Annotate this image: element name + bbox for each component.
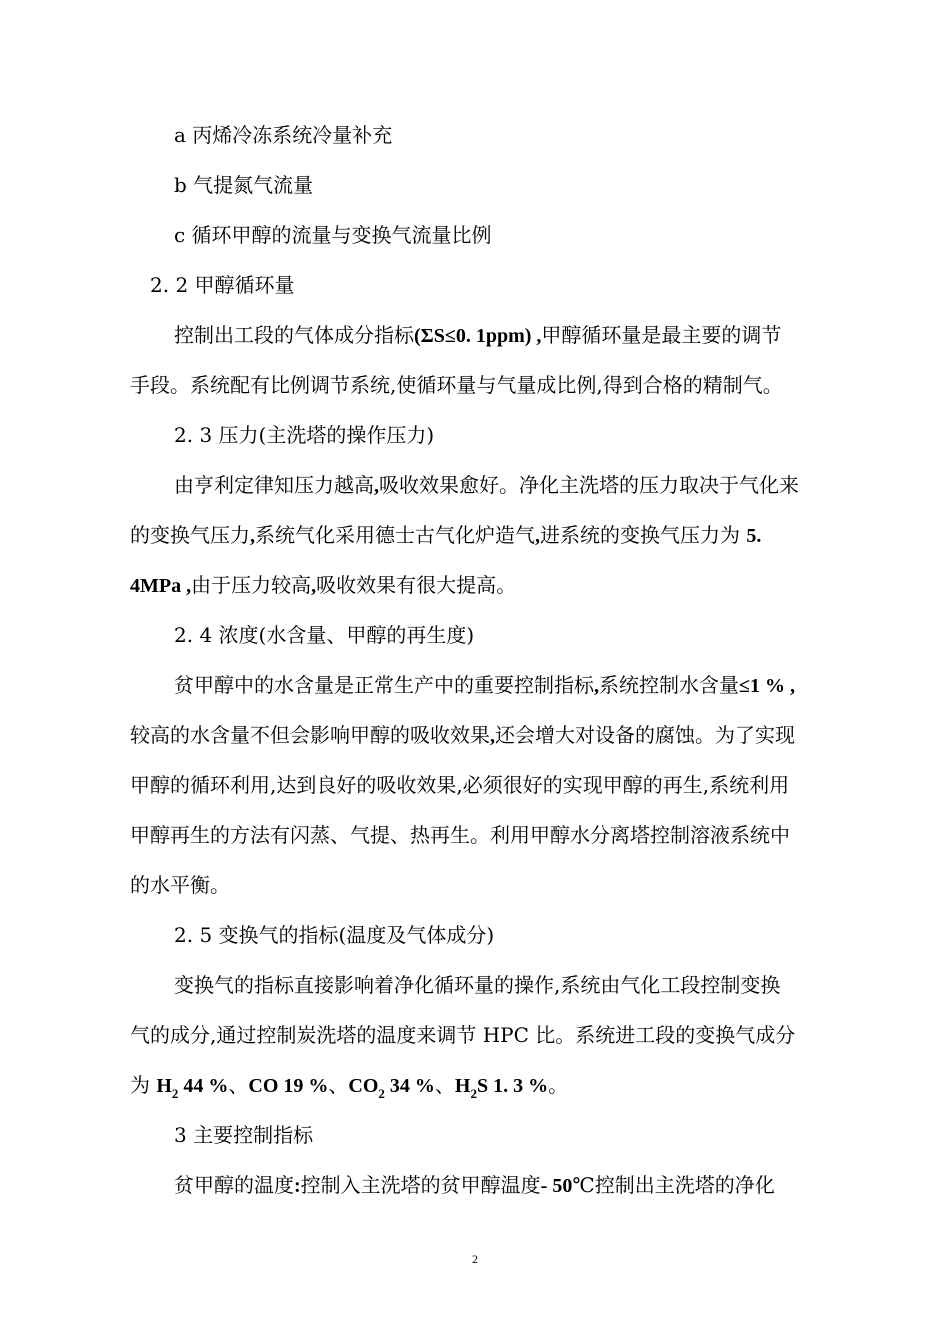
list-item-a: a 丙烯冷冻系统冷量补充 — [174, 123, 393, 147]
paragraph-line: 甲醇再生的方法有闪蒸、气提、热再生。利用甲醇水分离塔控制溶液系统中 — [130, 823, 790, 847]
section-heading-2-3: 2. 3 压力(主洗塔的操作压力) — [174, 423, 435, 447]
section-heading-3: 3 主要控制指标 — [174, 1123, 314, 1147]
list-item-b: b 气提氮气流量 — [174, 173, 314, 197]
paragraph-line: 手段。系统配有比例调节系统,使循环量与气量成比例,得到合格的精制气。 — [130, 373, 783, 397]
paragraph-line: 的水平衡。 — [130, 873, 230, 897]
paragraph-line: 控制出工段的气体成分指标(ΣS≤0. 1ppm) ,甲醇循环量是最主要的调节 — [174, 323, 782, 347]
paragraph-line: 的变换气压力,系统气化采用德士古气化炉造气,进系统的变换气压力为 5. — [130, 523, 762, 547]
section-heading-2-4: 2. 4 浓度(水含量、甲醇的再生度) — [174, 623, 475, 647]
paragraph-line: 气的成分,通过控制炭洗塔的温度来调节 HPC 比。系统进工段的变换气成分 — [130, 1023, 796, 1047]
paragraph-line: 较高的水含量不但会影响甲醇的吸收效果,还会增大对设备的腐蚀。为了实现 — [130, 723, 795, 747]
paragraph-line: 变换气的指标直接影响着净化循环量的操作,系统由气化工段控制变换 — [174, 973, 781, 997]
paragraph-line: 甲醇的循环利用,达到良好的吸收效果,必须很好的实现甲醇的再生,系统利用 — [130, 773, 790, 797]
gas-composition-line: 为 $H_2$ 44 %、CO 19 %、$CO_2$ 34 %、$H_2S$ 1. 3 %。 — [130, 1073, 569, 1101]
section-heading-2-5: 2. 5 变换气的指标(温度及气体成分) — [174, 923, 495, 947]
paragraph-line: 贫甲醇中的水含量是正常生产中的重要控制指标,系统控制水含量≤1 % , — [174, 673, 795, 697]
list-item-c: c 循环甲醇的流量与变换气流量比例 — [174, 223, 492, 247]
page-number: 2 — [472, 1252, 478, 1266]
section-heading-2-2: 2. 2 甲醇循环量 — [150, 273, 295, 297]
paragraph-line: 4MPa ,由于压力较高,吸收效果有很大提高。 — [130, 573, 517, 597]
paragraph-line: 贫甲醇的温度:控制入主洗塔的贫甲醇温度- 50℃控制出主洗塔的净化 — [174, 1173, 775, 1197]
paragraph-line: 由亨利定律知压力越高,吸收效果愈好。净化主洗塔的压力取决于气化来 — [174, 473, 799, 497]
